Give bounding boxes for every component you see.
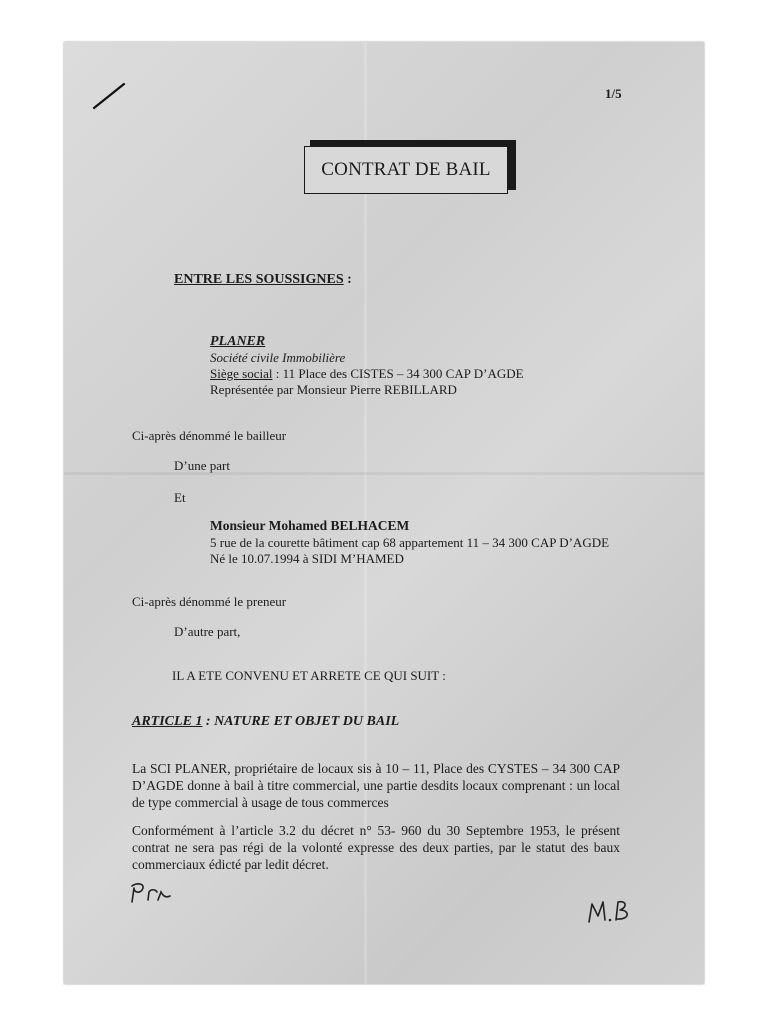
article-1-paragraph-1: La SCI PLANER, propriétaire de locaux sis à 10 – 11, Place des CYSTES – 34 300 CAP D’AGDE donne à bail à titre commercial, une partie desdits locaux comprenant : un local de type commercial à usage de tous commerces bbox=[132, 761, 620, 810]
lessor-designation: Ci-après dénommé le bailleur bbox=[132, 428, 287, 443]
parties-heading-colon: : bbox=[343, 272, 352, 287]
tenant-address: 5 rue de la courette bâtiment cap 68 appartement 11 – 34 300 CAP D’AGDE bbox=[210, 535, 610, 550]
agreement-statement: IL A ETE CONVENU ET ARRETE CE QUI SUIT : bbox=[172, 668, 446, 683]
handwritten-initials-right bbox=[586, 896, 638, 926]
siege-value: : 11 Place des CISTES – 34 300 CAP D’AGDE bbox=[272, 366, 524, 381]
article-1-label: ARTICLE 1 bbox=[132, 714, 203, 729]
handwritten-initials-left bbox=[128, 880, 172, 906]
article-1-heading bbox=[132, 714, 399, 730]
tenant-birth: Né le 10.07.1994 à SIDI M’HAMED bbox=[210, 551, 404, 566]
and-label: Et bbox=[174, 490, 186, 505]
article-1-paragraph-2: Conformément à l’article 3.2 du décret n° 53- 960 du 30 Septembre 1953, le présent contrat ne sera pas régi de la volonté expresse des deux parties, par le statut des baux commerciaux édicté par ledit décret. bbox=[132, 823, 620, 872]
page-number: 1/5 bbox=[605, 86, 622, 101]
second-party-label: D’autre part, bbox=[174, 624, 241, 639]
document-page bbox=[64, 42, 704, 984]
first-party-label: D’une part bbox=[174, 458, 230, 473]
lessor-name: PLANER bbox=[210, 334, 266, 349]
pen-stroke-icon bbox=[90, 82, 130, 112]
document-title: CONTRAT DE BAIL bbox=[304, 146, 508, 194]
parties-heading-text: ENTRE LES SOUSSIGNES bbox=[174, 272, 344, 287]
siege-label: Siège social bbox=[210, 366, 273, 381]
lessor-representative: Représentée par Monsieur Pierre REBILLARD bbox=[210, 382, 457, 397]
paper-fold bbox=[64, 472, 704, 475]
lessor-type: Société civile Immobilière bbox=[210, 350, 346, 365]
tenant-name: Monsieur Mohamed BELHACEM bbox=[210, 518, 410, 533]
tenant-designation: Ci-après dénommé le preneur bbox=[132, 594, 287, 609]
lessor-address bbox=[210, 366, 524, 382]
article-1-title: : NATURE ET OBJET DU BAIL bbox=[202, 714, 400, 729]
parties-heading bbox=[174, 272, 352, 288]
